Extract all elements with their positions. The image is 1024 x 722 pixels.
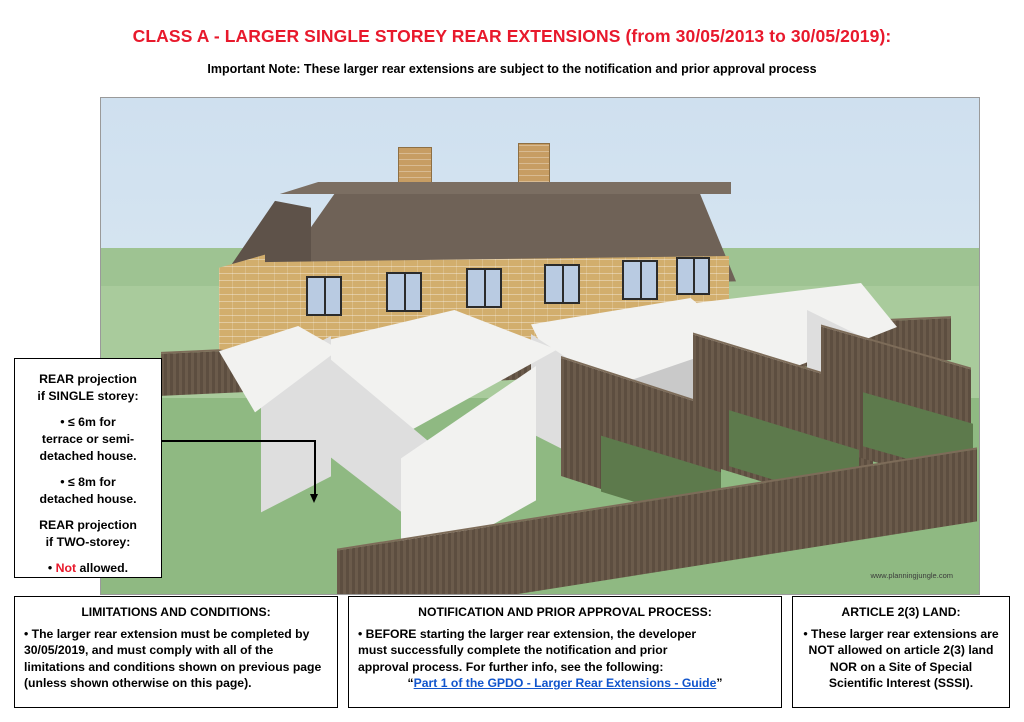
bullet3-prefix: • [47,561,56,575]
callout-notification [348,596,782,708]
window-2 [386,272,422,312]
article-heading: ARTICLE 2(3) LAND: [841,605,961,619]
limitations-heading: LIMITATIONS AND CONDITIONS: [81,605,271,619]
limitations-body: • The larger rear extension must be completed by 30/05/2019, and must comply with all of the limitations and conditions shown on previous page (unless shown otherwise on this page). [24,626,322,690]
rear-projection-bullet1-line3: detached house. [39,449,137,463]
notification-body [358,626,772,692]
bullet3-not: Not [55,561,77,575]
notification-body-line3: approval process. For further info, see the following: [358,659,664,674]
roof-ridge-highlight [251,182,731,194]
notification-body-line2: must successfully complete the notification and prior [358,643,668,657]
leader-line-horizontal [162,440,316,442]
rear-projection-heading-line1: REAR projection [39,372,137,386]
gpdo-guide-link[interactable]: Part 1 of the GPDO - Larger Rear Extensions - Guide [413,676,717,690]
callout-article-2-3-land [792,596,1010,708]
window-3 [466,268,502,308]
rear-projection-bullet2-line1: • ≤ 8m for [60,475,116,489]
illustration-panel [100,97,980,595]
link-open-quote: “ [407,676,414,690]
notification-body-line1: • BEFORE starting the larger rear extension, the developer [358,626,697,641]
watermark: www.planningjungle.com [870,571,953,580]
rear-projection-heading2-line2: if TWO-storey: [45,535,131,549]
callout-rear-projection [14,358,162,578]
notification-link-line [358,675,772,692]
rear-projection-bullet3 [23,560,153,577]
window-6 [676,257,710,295]
leader-line-vertical [314,440,316,498]
rear-projection-bullet1-line1: • ≤ 6m for [60,415,116,429]
link-close-quote: ” [716,676,723,690]
window-1 [306,276,342,316]
page-subtitle: Important Note: These larger rear extensions are subject to the notification and prior approval process [207,62,817,76]
rear-projection-bullet1-line2: terrace or semi- [41,432,135,446]
notification-heading: NOTIFICATION AND PRIOR APPROVAL PROCESS: [418,605,712,619]
callout-limitations [14,596,338,708]
rear-projection-bullet2-line2: detached house. [39,492,137,506]
article-body: • These larger rear extensions are NOT allowed on article 2(3) land NOR on a Site of Special Scientific Interest (SSSI). [803,626,999,690]
window-4 [544,264,580,304]
rear-projection-heading-line2: if SINGLE storey: [37,389,139,403]
rear-projection-heading2-line1: REAR projection [39,518,137,532]
leader-arrowhead [310,494,318,503]
bullet3-rest: allowed. [76,561,129,575]
window-5 [622,260,658,300]
page-title: CLASS A - LARGER SINGLE STOREY REAR EXTENSIONS (from 30/05/2013 to 30/05/2019): [132,26,892,46]
